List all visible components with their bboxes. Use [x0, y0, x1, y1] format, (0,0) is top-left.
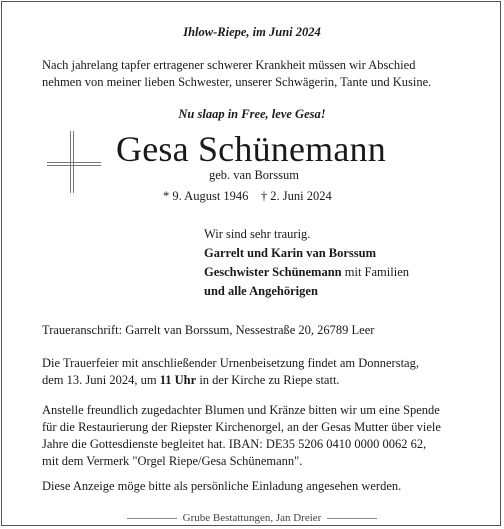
donation-line: für die Restaurierung der Riepster Kirchenorgel, an der Gesas Mutter über viele [42, 420, 441, 434]
address: Traueranschrift: Garrelt van Borssum, Nessestraße 20, 26789 Leer [42, 323, 375, 337]
footer-rule [327, 518, 377, 519]
donation-line: mit dem Vermerk "Orgel Riepe/Gesa Schünemann". [42, 454, 303, 468]
place-date: Ihlow-Riepe, im Juni 2024 [183, 25, 321, 39]
intro-line: nehmen von meiner lieben Schwester, unserer Schwägerin, Tante und Kusine. [42, 75, 432, 89]
intro-line: Nach jahrelang tapfer ertragener schwerer Krankheit müssen wir Abschied [42, 58, 416, 72]
ceremony-text [42, 355, 419, 389]
mourners-line-bold: Geschwister Schünemann [204, 265, 342, 279]
birth-name: geb. van Borssum [209, 168, 299, 182]
deceased-name: Gesa Schünemann [116, 129, 386, 169]
intro-text [42, 57, 431, 91]
ceremony-time: 11 Uhr [159, 373, 197, 387]
mourners-line: und alle Angehörigen [204, 284, 318, 298]
donation-line: Anstelle freundlich zugedachter Blumen und Kränze bitten wir um eine Spende [42, 403, 440, 417]
mourners-line-rest: mit Familien [341, 265, 409, 279]
donation-line: Jahre die Gottesdienste begleitet hat. IBAN: DE35 5206 0410 0000 0062 62, [42, 437, 427, 451]
mourners-block [204, 225, 409, 301]
mourners-line: Garrelt und Karin van Borssum [204, 246, 377, 260]
ceremony-line-b: in der Kirche zu Riepe statt. [196, 373, 340, 387]
mourners-line: Wir sind sehr traurig. [204, 227, 311, 241]
invitation-text: Diese Anzeige möge bitte als persönliche Einladung angesehen werden. [42, 479, 402, 493]
donation-text [42, 402, 441, 470]
ceremony-line: Die Trauerfeier mit anschließender Urnenbeisetzung findet am Donnerstag, [42, 356, 419, 370]
life-dates: * 9. August 1946 † 2. Juni 2024 [163, 189, 332, 203]
footer [0, 512, 504, 524]
footer-rule [127, 518, 177, 519]
motto: Nu slaap in Free, leve Gesa! [178, 107, 326, 121]
undertaker: Grube Bestattungen, Jan Dreier [182, 512, 322, 524]
ceremony-line-a: dem 13. Juni 2024, um [42, 373, 160, 387]
